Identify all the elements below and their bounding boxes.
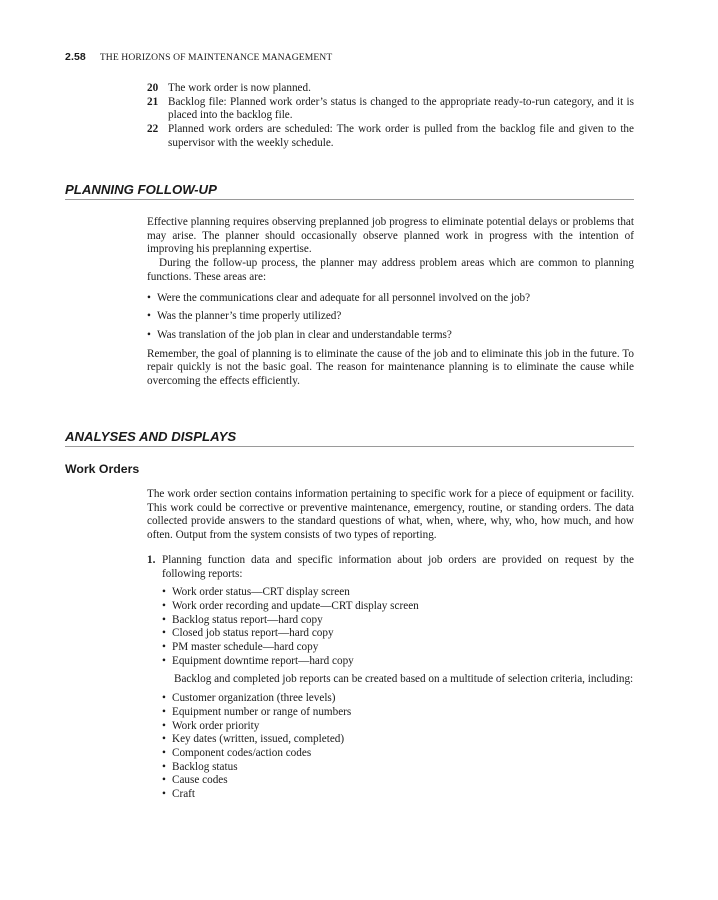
paragraph: The work order section contains information pertaining to specific work for a piece of equipment or facility. This work could be corrective or preventive maintenance, emergency, routine, or standing orders. The data collected provide answers to the standard questions of what, when, where, why, who, how much, and how often. Output from the system consists of two types of reporting.: [147, 488, 634, 542]
list-item: • Was the planner’s time properly utilized?: [147, 310, 634, 324]
step-text: The work order is now planned.: [168, 82, 311, 94]
report-list: [147, 586, 634, 668]
list-item: • Work order priority: [162, 720, 634, 734]
step-number: 20: [147, 82, 159, 94]
paragraph: Backlog and completed job reports can be created based on a multitude of selection criteria, including:: [174, 673, 634, 686]
step-item: [147, 96, 634, 123]
list-item: • Work order recording and update—CRT display screen: [162, 600, 634, 614]
numbered-item: [147, 554, 634, 581]
list-item: • Customer organization (three levels): [162, 692, 634, 706]
step-number: 21: [147, 95, 159, 108]
paragraph: Effective planning requires observing preplanned job progress to eliminate potential delays or problems that may arise. The planner should occasionally observe planned work in progress with the intention of improving his preplanning expertise.: [147, 216, 634, 256]
analyses-body: [147, 488, 634, 802]
criteria-list: [147, 692, 634, 802]
list-item: • Were the communications clear and adequate for all personnel involved on the job?: [147, 292, 634, 306]
step-text: Backlog file: Planned work order’s status is changed to the appropriate ready-to-run category, and it is placed into the backlog file.: [168, 95, 634, 122]
planning-follow-up-body: [147, 216, 634, 389]
list-item: • Closed job status report—hard copy: [162, 627, 634, 641]
list-item: • Work order status—CRT display screen: [162, 586, 634, 600]
list-item: • Key dates (written, issued, completed): [162, 733, 634, 747]
paragraph: Remember, the goal of planning is to eliminate the cause of the job and to eliminate this job in the future. To repair quickly is not the basic goal. The reason for maintenance planning is to eliminate the cause while overcoming the effects efficiently.: [147, 347, 634, 388]
list-item: • Equipment number or range of numbers: [162, 706, 634, 720]
subheading-work-orders: Work Orders: [65, 462, 140, 476]
section-heading-analyses: ANALYSES AND DISPLAYS: [65, 429, 634, 447]
step-text: Planned work orders are scheduled: The work order is pulled from the backlog file and given to the supervisor with the weekly schedule.: [168, 123, 634, 149]
page-number: 2.58: [65, 51, 86, 63]
list-item: • Backlog status: [162, 761, 634, 775]
running-title: THE HORIZONS OF MAINTENANCE MANAGEMENT: [99, 52, 333, 63]
list-item: • Backlog status report—hard copy: [162, 614, 634, 628]
paragraph: During the follow-up process, the planner may address problem areas which are common to planning functions. These areas are:: [147, 257, 634, 283]
section-heading-planning-follow-up: PLANNING FOLLOW-UP: [65, 182, 634, 200]
list-item: • Equipment downtime report—hard copy: [162, 655, 634, 669]
running-head: [65, 51, 332, 63]
list-item: • Component codes/action codes: [162, 747, 634, 761]
list-item: • PM master schedule—hard copy: [162, 641, 634, 655]
list-item: • Was translation of the job plan in clear and understandable terms?: [147, 329, 634, 343]
item-text: Planning function data and specific information about job orders are provided on request by the following reports:: [162, 553, 634, 580]
step-item: [147, 82, 634, 96]
step-number: 22: [147, 123, 159, 136]
step-item: [147, 123, 634, 150]
list-item: • Craft: [162, 788, 634, 802]
follow-up-questions: [147, 292, 634, 343]
steps-list: [147, 82, 634, 151]
item-number: 1.: [147, 553, 156, 566]
list-item: • Cause codes: [162, 774, 634, 788]
